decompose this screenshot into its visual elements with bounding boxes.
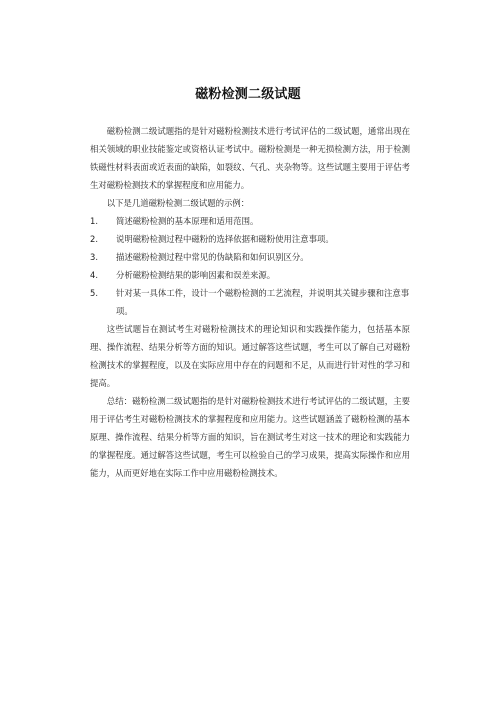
list-item-text: 针对某一具体工件，设计一个磁粉检测的工艺流程，并说明其关键步骤和注意事项。: [116, 288, 410, 316]
intro-paragraph: 磁粉检测二级试题指的是针对磁粉检测技术进行考试评估的二级试题，通常出现在相关领域的职业技能鉴定或资格认证考试中。磁粉检测是一种无损检测方法，用于检测铁磁性材料表面或近表面的缺陷，如裂纹、气孔、夹杂物等。这些试题主要用于评估考生对磁粉检测技术的掌握程度和应用能力。: [90, 126, 410, 190]
list-item-text: 简述磁粉检测的基本原理和适用范围。: [116, 216, 259, 226]
list-item: [90, 248, 410, 266]
list-item: [90, 284, 410, 320]
document-title: 磁粉检测二级试题: [195, 87, 301, 102]
summary-paragraph: 总结：磁粉检测二级试题指的是针对磁粉检测技术进行考试评估的二级试题，主要用于评估考生对磁粉检测技术的掌握程度和应用能力。这些试题涵盖了磁粉检测的基本原理、操作流程、结果分析等方面的知识，旨在测试考生对这一技术的理论和实践能力的掌握程度。通过解答这些试题，考生可以检验自己的学习成果，提高实际操作和应用能力，从而更好地在实际工作中应用磁粉检测技术。: [90, 396, 410, 478]
list-item-number: 1.: [90, 216, 98, 226]
list-item-number: 5.: [90, 288, 98, 298]
list-item-text: 说明磁粉检测过程中磁粉的选择依据和磁粉使用注意事项。: [116, 234, 334, 244]
list-item: [90, 230, 410, 248]
list-item: [90, 266, 410, 284]
list-item: [90, 212, 410, 230]
document-body: [90, 122, 410, 482]
lead-paragraph: 以下是几道磁粉检测二级试题的示例：: [106, 198, 250, 208]
purpose-paragraph: 这些试题旨在测试考生对磁粉检测技术的理论知识和实践操作能力，包括基本原理、操作流程、结果分析等方面的知识。通过解答这些试题，考生可以了解自己对磁粉检测技术的掌握程度，以及在实际应用中存在的问题和不足，从而进行针对性的学习和提高。: [90, 324, 410, 388]
question-list: [90, 212, 410, 320]
list-item-text: 描述磁粉检测过程中常见的伪缺陷和如何识别区分。: [116, 252, 309, 262]
list-item-number: 4.: [90, 270, 98, 280]
list-item-number: 2.: [90, 234, 98, 244]
list-item-number: 3.: [90, 252, 98, 262]
list-item-text: 分析磁粉检测结果的影响因素和误差来源。: [116, 270, 276, 280]
